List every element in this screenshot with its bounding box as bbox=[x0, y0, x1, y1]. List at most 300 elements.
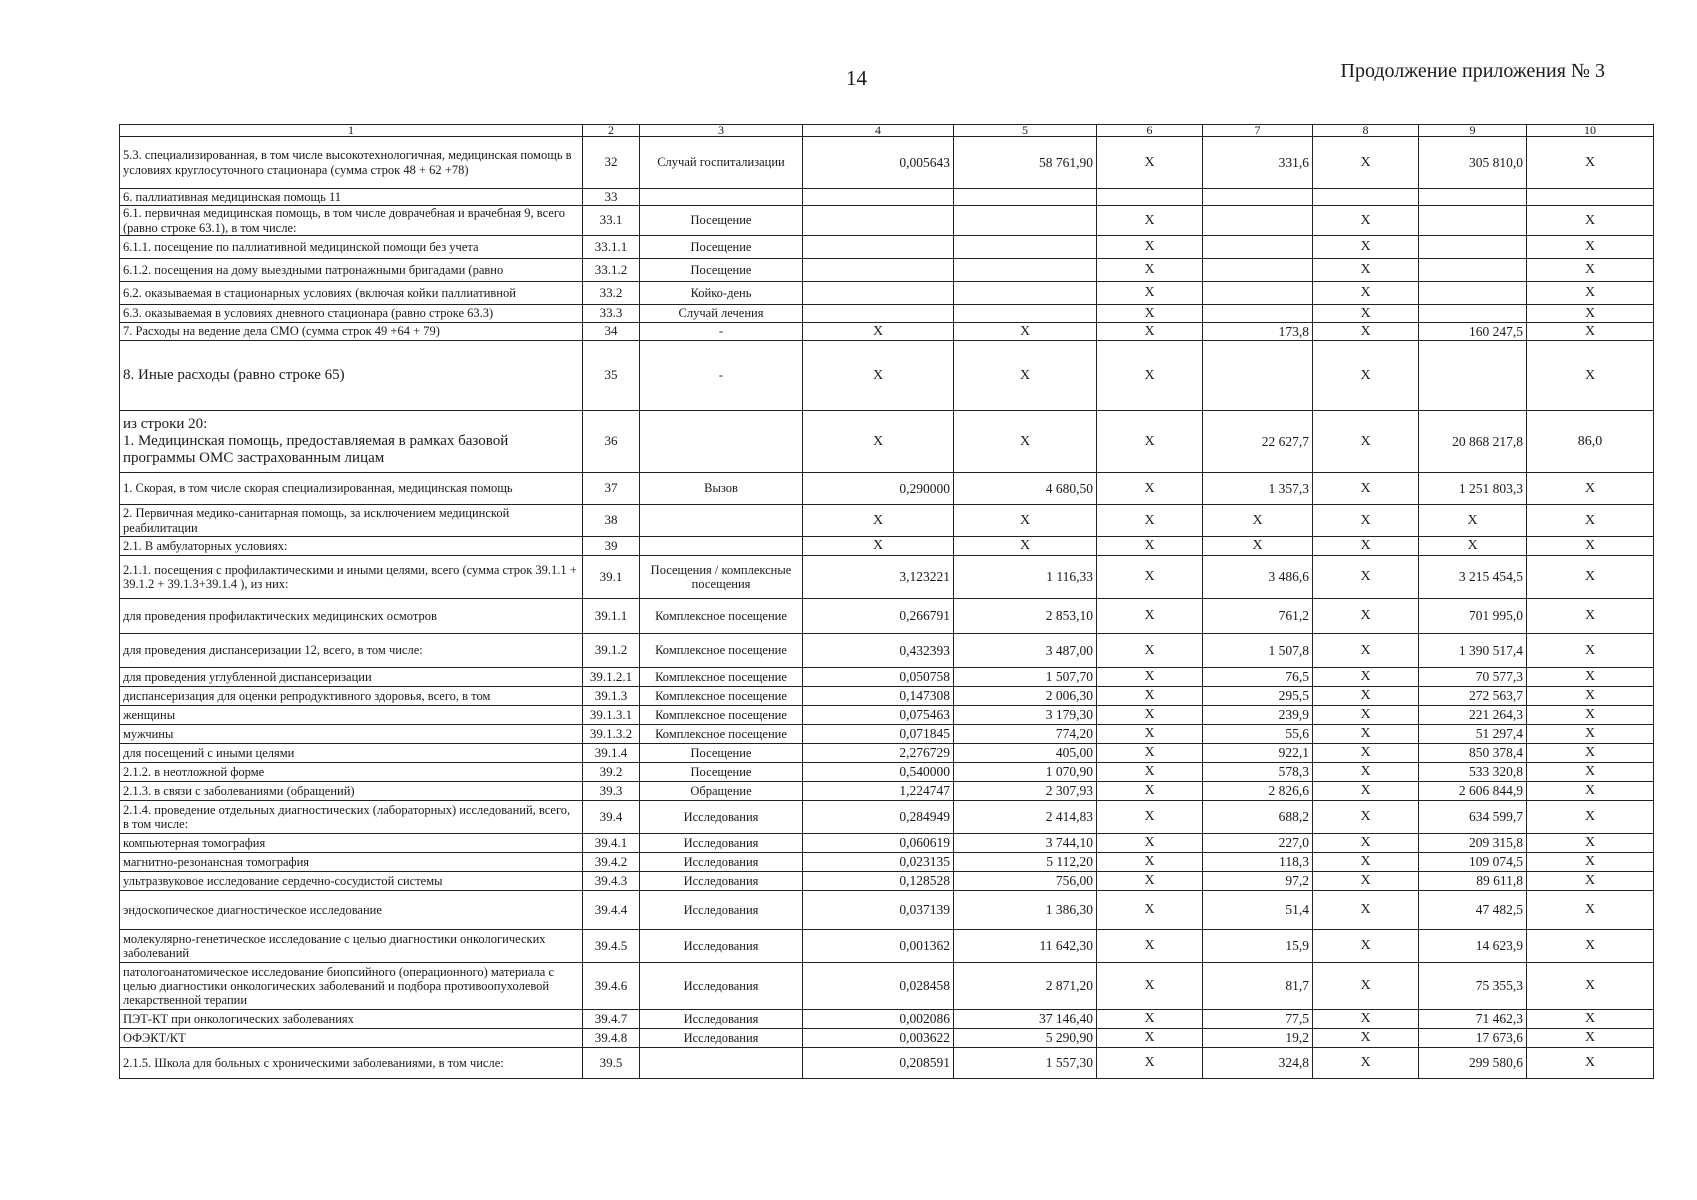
col10-cell bbox=[1527, 189, 1654, 206]
col4-cell: 0,037139 bbox=[803, 891, 954, 930]
col4-cell: X bbox=[803, 505, 954, 537]
row-code-cell: 39.4.4 bbox=[583, 891, 640, 930]
col8-cell: X bbox=[1313, 411, 1419, 473]
col6-cell: X bbox=[1097, 137, 1203, 189]
col6-cell: X bbox=[1097, 706, 1203, 725]
col9-cell: 75 355,3 bbox=[1419, 963, 1527, 1010]
row-code-cell: 39.4.1 bbox=[583, 834, 640, 853]
column-header: 1 bbox=[120, 125, 583, 137]
row-code-cell: 39.1.2 bbox=[583, 634, 640, 668]
col4-cell: X bbox=[803, 411, 954, 473]
table-row bbox=[120, 963, 1654, 1010]
col10-cell: X bbox=[1527, 891, 1654, 930]
column-header: 3 bbox=[640, 125, 803, 137]
unit-cell: Исследования bbox=[640, 1010, 803, 1029]
unit-cell: - bbox=[640, 323, 803, 341]
col5-cell: 2 853,10 bbox=[954, 599, 1097, 634]
table-row bbox=[120, 782, 1654, 801]
col6-cell: X bbox=[1097, 505, 1203, 537]
col4-cell: X bbox=[803, 323, 954, 341]
col10-cell: X bbox=[1527, 706, 1654, 725]
col6-cell: X bbox=[1097, 963, 1203, 1010]
col9-cell bbox=[1419, 259, 1527, 282]
row-name-cell: магнитно-резонансная томография bbox=[120, 853, 583, 872]
col5-cell: 11 642,30 bbox=[954, 930, 1097, 963]
col10-cell: X bbox=[1527, 505, 1654, 537]
col4-cell bbox=[803, 282, 954, 305]
col9-cell: 1 251 803,3 bbox=[1419, 473, 1527, 505]
column-header: 5 bbox=[954, 125, 1097, 137]
col8-cell: X bbox=[1313, 1029, 1419, 1048]
col4-cell: 0,147308 bbox=[803, 687, 954, 706]
table-row bbox=[120, 687, 1654, 706]
row-name-cell: для проведения углубленной диспансеризации bbox=[120, 668, 583, 687]
col8-cell: X bbox=[1313, 1010, 1419, 1029]
col5-cell: 1 557,30 bbox=[954, 1048, 1097, 1079]
col8-cell: X bbox=[1313, 744, 1419, 763]
col7-cell: 1 357,3 bbox=[1203, 473, 1313, 505]
column-header: 9 bbox=[1419, 125, 1527, 137]
col8-cell: X bbox=[1313, 891, 1419, 930]
data-table bbox=[119, 124, 1654, 1079]
col9-cell bbox=[1419, 282, 1527, 305]
col6-cell: X bbox=[1097, 206, 1203, 236]
col10-cell: X bbox=[1527, 323, 1654, 341]
col10-cell: X bbox=[1527, 634, 1654, 668]
unit-cell: Комплексное посещение bbox=[640, 668, 803, 687]
col7-cell: 51,4 bbox=[1203, 891, 1313, 930]
col6-cell: X bbox=[1097, 634, 1203, 668]
row-name-cell: 6.2. оказываемая в стационарных условиях (включая койки паллиативной bbox=[120, 282, 583, 305]
table-row bbox=[120, 556, 1654, 599]
col7-cell: 331,6 bbox=[1203, 137, 1313, 189]
table-row bbox=[120, 537, 1654, 556]
row-name-cell: компьютерная томография bbox=[120, 834, 583, 853]
row-code-cell: 39.1 bbox=[583, 556, 640, 599]
row-name-cell: ПЭТ-КТ при онкологических заболеваниях bbox=[120, 1010, 583, 1029]
table-row bbox=[120, 706, 1654, 725]
col9-cell: 850 378,4 bbox=[1419, 744, 1527, 763]
col6-cell: X bbox=[1097, 323, 1203, 341]
col5-cell: 5 112,20 bbox=[954, 853, 1097, 872]
row-name-cell: женщины bbox=[120, 706, 583, 725]
col9-cell: 51 297,4 bbox=[1419, 725, 1527, 744]
col9-cell: 1 390 517,4 bbox=[1419, 634, 1527, 668]
row-code-cell: 33.1 bbox=[583, 206, 640, 236]
col10-cell: X bbox=[1527, 473, 1654, 505]
unit-cell: Вызов bbox=[640, 473, 803, 505]
col4-cell: 0,540000 bbox=[803, 763, 954, 782]
row-name-cell: 1. Скорая, в том числе скорая специализированная, медицинская помощь bbox=[120, 473, 583, 505]
col6-cell: X bbox=[1097, 599, 1203, 634]
col6-cell: X bbox=[1097, 668, 1203, 687]
table-row bbox=[120, 853, 1654, 872]
col7-cell: 1 507,8 bbox=[1203, 634, 1313, 668]
col6-cell: X bbox=[1097, 744, 1203, 763]
appendix-continuation-header: Продолжение приложения № 3 bbox=[1340, 60, 1605, 82]
col7-cell: 324,8 bbox=[1203, 1048, 1313, 1079]
col5-cell bbox=[954, 206, 1097, 236]
col9-cell: 701 995,0 bbox=[1419, 599, 1527, 634]
col7-cell: 578,3 bbox=[1203, 763, 1313, 782]
row-name-cell: молекулярно-генетическое исследование с целью диагностики онкологических заболеваний bbox=[120, 930, 583, 963]
col4-cell: X bbox=[803, 537, 954, 556]
col9-cell: 70 577,3 bbox=[1419, 668, 1527, 687]
unit-cell: - bbox=[640, 341, 803, 411]
col7-cell: 173,8 bbox=[1203, 323, 1313, 341]
row-code-cell: 39.3 bbox=[583, 782, 640, 801]
row-code-cell: 33.1.1 bbox=[583, 236, 640, 259]
col8-cell: X bbox=[1313, 556, 1419, 599]
row-code-cell: 39.1.4 bbox=[583, 744, 640, 763]
col4-cell: 0,060619 bbox=[803, 834, 954, 853]
col7-cell bbox=[1203, 305, 1313, 323]
col8-cell: X bbox=[1313, 259, 1419, 282]
col8-cell: X bbox=[1313, 634, 1419, 668]
row-code-cell: 39 bbox=[583, 537, 640, 556]
row-name-cell: 6.3. оказываемая в условиях дневного стационара (равно строке 63.3) bbox=[120, 305, 583, 323]
col5-cell: 2 871,20 bbox=[954, 963, 1097, 1010]
col4-cell: 2,276729 bbox=[803, 744, 954, 763]
unit-cell: Исследования bbox=[640, 963, 803, 1010]
row-code-cell: 38 bbox=[583, 505, 640, 537]
col6-cell: X bbox=[1097, 341, 1203, 411]
col8-cell: X bbox=[1313, 236, 1419, 259]
col7-cell: 688,2 bbox=[1203, 801, 1313, 834]
row-code-cell: 39.2 bbox=[583, 763, 640, 782]
col4-cell: 0,023135 bbox=[803, 853, 954, 872]
col10-cell: X bbox=[1527, 1010, 1654, 1029]
table-row bbox=[120, 801, 1654, 834]
col7-cell: 15,9 bbox=[1203, 930, 1313, 963]
col7-cell bbox=[1203, 206, 1313, 236]
unit-cell: Исследования bbox=[640, 801, 803, 834]
col4-cell bbox=[803, 189, 954, 206]
table-row bbox=[120, 930, 1654, 963]
table-row bbox=[120, 891, 1654, 930]
col7-cell bbox=[1203, 189, 1313, 206]
row-code-cell: 33.3 bbox=[583, 305, 640, 323]
table-row bbox=[120, 206, 1654, 236]
row-code-cell: 39.4.7 bbox=[583, 1010, 640, 1029]
table-row bbox=[120, 1029, 1654, 1048]
col7-cell: 81,7 bbox=[1203, 963, 1313, 1010]
col4-cell: 1,224747 bbox=[803, 782, 954, 801]
column-header: 2 bbox=[583, 125, 640, 137]
unit-cell bbox=[640, 411, 803, 473]
row-name-cell: мужчины bbox=[120, 725, 583, 744]
row-code-cell: 39.4.6 bbox=[583, 963, 640, 1010]
col5-cell: 37 146,40 bbox=[954, 1010, 1097, 1029]
column-header: 8 bbox=[1313, 125, 1419, 137]
col4-cell: 0,071845 bbox=[803, 725, 954, 744]
col4-cell: 0,003622 bbox=[803, 1029, 954, 1048]
col5-cell bbox=[954, 259, 1097, 282]
col10-cell: X bbox=[1527, 687, 1654, 706]
col5-cell bbox=[954, 236, 1097, 259]
col7-cell: 3 486,6 bbox=[1203, 556, 1313, 599]
table-row bbox=[120, 473, 1654, 505]
row-code-cell: 34 bbox=[583, 323, 640, 341]
col7-cell: 761,2 bbox=[1203, 599, 1313, 634]
col9-cell: 3 215 454,5 bbox=[1419, 556, 1527, 599]
row-name-cell: ультразвуковое исследование сердечно-сосудистой системы bbox=[120, 872, 583, 891]
table-row bbox=[120, 282, 1654, 305]
col4-cell: 0,002086 bbox=[803, 1010, 954, 1029]
row-name-cell: 2. Первичная медико-санитарная помощь, за исключением медицинской реабилитации bbox=[120, 505, 583, 537]
col9-cell: 47 482,5 bbox=[1419, 891, 1527, 930]
col7-cell: X bbox=[1203, 505, 1313, 537]
unit-cell: Случай госпитализации bbox=[640, 137, 803, 189]
col6-cell bbox=[1097, 189, 1203, 206]
row-name-cell: 2.1.4. проведение отдельных диагностических (лабораторных) исследований, всего, в том числе: bbox=[120, 801, 583, 834]
col8-cell: X bbox=[1313, 963, 1419, 1010]
unit-cell: Исследования bbox=[640, 930, 803, 963]
col7-cell: 76,5 bbox=[1203, 668, 1313, 687]
col5-cell: X bbox=[954, 323, 1097, 341]
page-number: 14 bbox=[846, 66, 867, 90]
table-row bbox=[120, 323, 1654, 341]
col8-cell bbox=[1313, 189, 1419, 206]
col6-cell: X bbox=[1097, 305, 1203, 323]
table-row bbox=[120, 1048, 1654, 1079]
col10-cell: X bbox=[1527, 744, 1654, 763]
col7-cell: 922,1 bbox=[1203, 744, 1313, 763]
col5-cell: 2 006,30 bbox=[954, 687, 1097, 706]
unit-cell bbox=[640, 189, 803, 206]
col10-cell: X bbox=[1527, 801, 1654, 834]
col9-cell: 2 606 844,9 bbox=[1419, 782, 1527, 801]
col8-cell: X bbox=[1313, 725, 1419, 744]
row-name-cell: ОФЭКТ/КТ bbox=[120, 1029, 583, 1048]
col8-cell: X bbox=[1313, 801, 1419, 834]
row-code-cell: 39.1.2.1 bbox=[583, 668, 640, 687]
col6-cell: X bbox=[1097, 891, 1203, 930]
row-name-cell: патологоанатомическое исследование биопсийного (операционного) материала с целью диагностики онкологических заболеваний и подбора противоопухолевой лекарственной терапии bbox=[120, 963, 583, 1010]
col6-cell: X bbox=[1097, 725, 1203, 744]
col7-cell bbox=[1203, 236, 1313, 259]
col6-cell: X bbox=[1097, 282, 1203, 305]
col5-cell: 2 414,83 bbox=[954, 801, 1097, 834]
row-name-cell: для посещений с иными целями bbox=[120, 744, 583, 763]
row-code-cell: 33 bbox=[583, 189, 640, 206]
unit-cell: Посещение bbox=[640, 763, 803, 782]
table-header-row bbox=[120, 125, 1654, 137]
col4-cell: 0,266791 bbox=[803, 599, 954, 634]
col9-cell: 209 315,8 bbox=[1419, 834, 1527, 853]
col4-cell: 0,128528 bbox=[803, 872, 954, 891]
unit-cell: Комплексное посещение bbox=[640, 706, 803, 725]
col9-cell: 272 563,7 bbox=[1419, 687, 1527, 706]
row-name-cell: эндоскопическое диагностическое исследование bbox=[120, 891, 583, 930]
col10-cell: X bbox=[1527, 282, 1654, 305]
col5-cell: 3 179,30 bbox=[954, 706, 1097, 725]
col10-cell: X bbox=[1527, 537, 1654, 556]
unit-cell: Исследования bbox=[640, 834, 803, 853]
col5-cell: 5 290,90 bbox=[954, 1029, 1097, 1048]
col6-cell: X bbox=[1097, 473, 1203, 505]
col5-cell: 1 386,30 bbox=[954, 891, 1097, 930]
col6-cell: X bbox=[1097, 1048, 1203, 1079]
col5-cell: 2 307,93 bbox=[954, 782, 1097, 801]
col4-cell: 0,001362 bbox=[803, 930, 954, 963]
col9-cell bbox=[1419, 305, 1527, 323]
col4-cell bbox=[803, 206, 954, 236]
table-row bbox=[120, 668, 1654, 687]
col10-cell: X bbox=[1527, 206, 1654, 236]
col10-cell: X bbox=[1527, 556, 1654, 599]
col8-cell: X bbox=[1313, 706, 1419, 725]
col5-cell: 774,20 bbox=[954, 725, 1097, 744]
col6-cell: X bbox=[1097, 782, 1203, 801]
col6-cell: X bbox=[1097, 930, 1203, 963]
col9-cell: 533 320,8 bbox=[1419, 763, 1527, 782]
col7-cell bbox=[1203, 282, 1313, 305]
col5-cell: 58 761,90 bbox=[954, 137, 1097, 189]
col5-cell: 1 070,90 bbox=[954, 763, 1097, 782]
row-code-cell: 39.1.3.2 bbox=[583, 725, 640, 744]
col10-cell: X bbox=[1527, 341, 1654, 411]
table-row bbox=[120, 305, 1654, 323]
col10-cell: X bbox=[1527, 305, 1654, 323]
row-code-cell: 39.5 bbox=[583, 1048, 640, 1079]
col5-cell bbox=[954, 305, 1097, 323]
col6-cell: X bbox=[1097, 763, 1203, 782]
unit-cell: Исследования bbox=[640, 853, 803, 872]
row-name-cell: 2.1.3. в связи с заболеваниями (обращений) bbox=[120, 782, 583, 801]
row-name-cell: 8. Иные расходы (равно строке 65) bbox=[120, 341, 583, 411]
col5-cell: 4 680,50 bbox=[954, 473, 1097, 505]
table-row bbox=[120, 189, 1654, 206]
col6-cell: X bbox=[1097, 556, 1203, 599]
col9-cell: 20 868 217,8 bbox=[1419, 411, 1527, 473]
unit-cell: Исследования bbox=[640, 872, 803, 891]
col8-cell: X bbox=[1313, 282, 1419, 305]
col8-cell: X bbox=[1313, 599, 1419, 634]
col5-cell: 3 744,10 bbox=[954, 834, 1097, 853]
col8-cell: X bbox=[1313, 763, 1419, 782]
col5-cell: X bbox=[954, 411, 1097, 473]
col8-cell: X bbox=[1313, 305, 1419, 323]
col10-cell: X bbox=[1527, 963, 1654, 1010]
col8-cell: X bbox=[1313, 930, 1419, 963]
col5-cell bbox=[954, 282, 1097, 305]
column-header: 4 bbox=[803, 125, 954, 137]
row-code-cell: 39.1.1 bbox=[583, 599, 640, 634]
col7-cell: 22 627,7 bbox=[1203, 411, 1313, 473]
unit-cell: Комплексное посещение bbox=[640, 634, 803, 668]
col6-cell: X bbox=[1097, 872, 1203, 891]
col9-cell: 109 074,5 bbox=[1419, 853, 1527, 872]
col4-cell bbox=[803, 305, 954, 323]
col9-cell: X bbox=[1419, 537, 1527, 556]
row-name-cell: для проведения диспансеризации 12, всего, в том числе: bbox=[120, 634, 583, 668]
unit-cell: Комплексное посещение bbox=[640, 687, 803, 706]
table-row bbox=[120, 725, 1654, 744]
row-code-cell: 39.4.5 bbox=[583, 930, 640, 963]
col9-cell: 160 247,5 bbox=[1419, 323, 1527, 341]
col9-cell: 14 623,9 bbox=[1419, 930, 1527, 963]
row-code-cell: 39.4.8 bbox=[583, 1029, 640, 1048]
col9-cell: 71 462,3 bbox=[1419, 1010, 1527, 1029]
col10-cell: 86,0 bbox=[1527, 411, 1654, 473]
unit-cell: Обращение bbox=[640, 782, 803, 801]
col8-cell: X bbox=[1313, 473, 1419, 505]
row-name-cell: 6.1.2. посещения на дому выездными патронажными бригадами (равно bbox=[120, 259, 583, 282]
col9-cell: 634 599,7 bbox=[1419, 801, 1527, 834]
unit-cell bbox=[640, 1048, 803, 1079]
row-name-cell: 6.1. первичная медицинская помощь, в том числе доврачебная и врачебная 9, всего (равно строке 63.1), в том числе: bbox=[120, 206, 583, 236]
row-name-cell: 2.1.1. посещения с профилактическими и иными целями, всего (сумма строк 39.1.1 + 39.1.2 + 39.1.3+39.1.4 ), из них: bbox=[120, 556, 583, 599]
col8-cell: X bbox=[1313, 1048, 1419, 1079]
column-header: 7 bbox=[1203, 125, 1313, 137]
col9-cell bbox=[1419, 341, 1527, 411]
col4-cell: 0,290000 bbox=[803, 473, 954, 505]
col8-cell: X bbox=[1313, 687, 1419, 706]
col8-cell: X bbox=[1313, 505, 1419, 537]
col9-cell: 221 264,3 bbox=[1419, 706, 1527, 725]
row-code-cell: 39.4.3 bbox=[583, 872, 640, 891]
col6-cell: X bbox=[1097, 236, 1203, 259]
col10-cell: X bbox=[1527, 782, 1654, 801]
unit-cell: Исследования bbox=[640, 891, 803, 930]
col6-cell: X bbox=[1097, 1010, 1203, 1029]
col10-cell: X bbox=[1527, 725, 1654, 744]
col5-cell: 1 116,33 bbox=[954, 556, 1097, 599]
col4-cell: 0,284949 bbox=[803, 801, 954, 834]
row-name-cell: 6. паллиативная медицинская помощь 11 bbox=[120, 189, 583, 206]
col7-cell: 239,9 bbox=[1203, 706, 1313, 725]
col4-cell: 3,123221 bbox=[803, 556, 954, 599]
col6-cell: X bbox=[1097, 853, 1203, 872]
col5-cell: X bbox=[954, 537, 1097, 556]
col5-cell: 3 487,00 bbox=[954, 634, 1097, 668]
col8-cell: X bbox=[1313, 323, 1419, 341]
col4-cell: 0,028458 bbox=[803, 963, 954, 1010]
column-header: 6 bbox=[1097, 125, 1203, 137]
col8-cell: X bbox=[1313, 341, 1419, 411]
col8-cell: X bbox=[1313, 834, 1419, 853]
row-code-cell: 32 bbox=[583, 137, 640, 189]
col6-cell: X bbox=[1097, 537, 1203, 556]
row-name-cell: 2.1.5. Школа для больных с хроническими заболеваниями, в том числе: bbox=[120, 1048, 583, 1079]
col8-cell: X bbox=[1313, 872, 1419, 891]
unit-cell: Посещение bbox=[640, 206, 803, 236]
col9-cell bbox=[1419, 189, 1527, 206]
table-row bbox=[120, 411, 1654, 473]
col7-cell: 55,6 bbox=[1203, 725, 1313, 744]
column-header: 10 bbox=[1527, 125, 1654, 137]
col10-cell: X bbox=[1527, 137, 1654, 189]
table-row bbox=[120, 763, 1654, 782]
table-row bbox=[120, 599, 1654, 634]
row-code-cell: 36 bbox=[583, 411, 640, 473]
col7-cell: 295,5 bbox=[1203, 687, 1313, 706]
col9-cell bbox=[1419, 206, 1527, 236]
col10-cell: X bbox=[1527, 1029, 1654, 1048]
table-row bbox=[120, 341, 1654, 411]
table-row bbox=[120, 744, 1654, 763]
col10-cell: X bbox=[1527, 599, 1654, 634]
unit-cell bbox=[640, 537, 803, 556]
col9-cell: X bbox=[1419, 505, 1527, 537]
col8-cell: X bbox=[1313, 206, 1419, 236]
unit-cell: Комплексное посещение bbox=[640, 599, 803, 634]
row-name-cell: 2.1. В амбулаторных условиях: bbox=[120, 537, 583, 556]
col4-cell bbox=[803, 259, 954, 282]
col9-cell: 89 611,8 bbox=[1419, 872, 1527, 891]
col10-cell: X bbox=[1527, 668, 1654, 687]
